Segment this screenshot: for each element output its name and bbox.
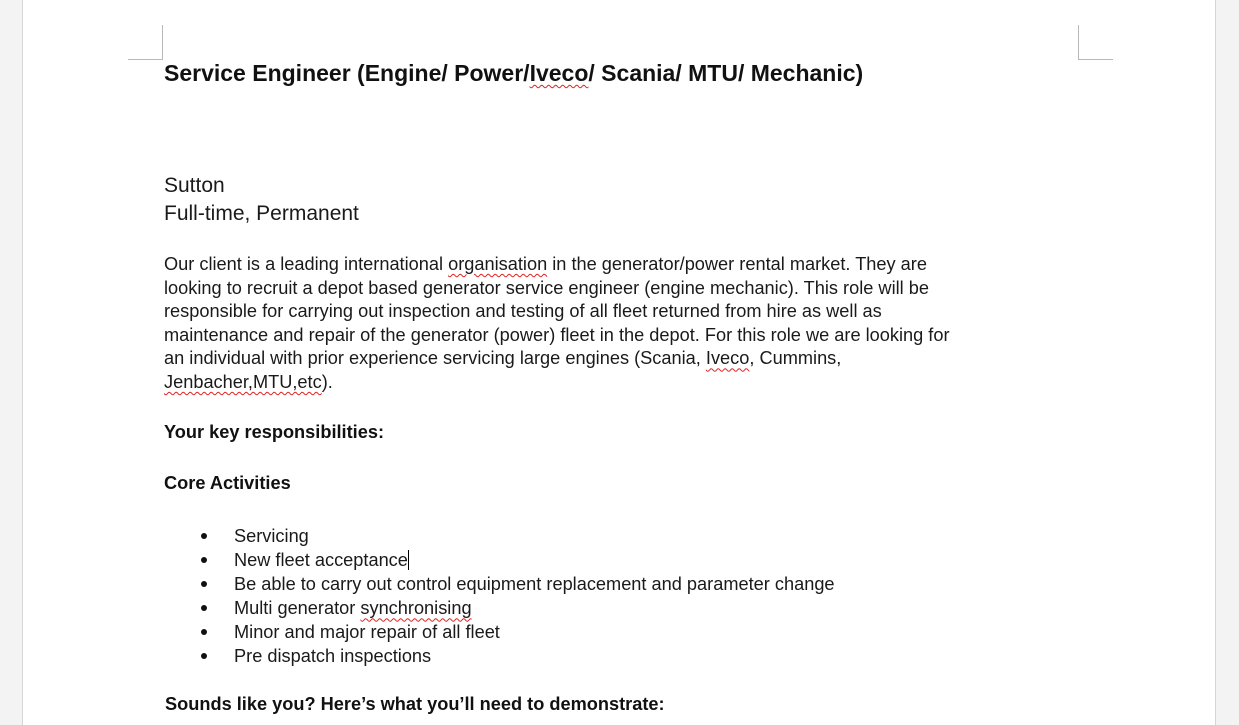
margin-corner-top-left bbox=[128, 25, 163, 60]
job-type: Full-time, Permanent bbox=[164, 202, 359, 225]
list-item bbox=[164, 524, 835, 548]
bullet-icon bbox=[201, 581, 207, 587]
spellcheck-word[interactable]: Iveco bbox=[529, 60, 589, 86]
paragraph-line bbox=[164, 253, 950, 277]
spellcheck-word[interactable]: organisation bbox=[448, 254, 548, 274]
text-run: ). bbox=[321, 371, 333, 392]
title-part: Service Engineer (Engine/ Power/ bbox=[164, 60, 530, 86]
text-cursor bbox=[408, 550, 409, 570]
list-item-text: Servicing bbox=[234, 526, 309, 546]
bullet-icon bbox=[201, 653, 207, 659]
list-item bbox=[164, 572, 835, 596]
text-run: , Cummins, bbox=[749, 348, 842, 369]
heading-core-activities: Core Activities bbox=[164, 473, 291, 493]
margin-corner-top-right bbox=[1078, 25, 1113, 60]
paragraph-line: maintenance and repair of the generator (power) fleet in the depot. For this role we are looking for bbox=[164, 324, 950, 345]
heading-demonstrate: Sounds like you? Here’s what you’ll need to demonstrate: bbox=[165, 694, 665, 714]
paragraph-line bbox=[164, 347, 950, 371]
list-item bbox=[164, 596, 835, 620]
heading-responsibilities: Your key responsibilities: bbox=[164, 422, 384, 442]
document-title bbox=[164, 60, 863, 87]
text-run: Our client is a leading international bbox=[164, 254, 449, 274]
bullet-icon bbox=[201, 605, 207, 611]
list-item-text: Minor and major repair of all fleet bbox=[234, 622, 500, 643]
spellcheck-word[interactable]: Jenbacher,MTU,etc bbox=[164, 371, 322, 392]
bullet-icon bbox=[201, 557, 207, 563]
bullet-icon bbox=[201, 629, 207, 635]
spellcheck-word[interactable]: synchronising bbox=[360, 598, 472, 619]
list-item-text: Be able to carry out control equipment replacement and parameter change bbox=[234, 574, 835, 595]
list-item-text: Pre dispatch inspections bbox=[234, 646, 432, 667]
list-item bbox=[164, 620, 835, 644]
list-item-text: New fleet acceptance bbox=[234, 550, 408, 571]
text-run: an individual with prior experience servicing large engines (Scania, bbox=[164, 348, 706, 369]
title-part: / Scania/ MTU/ Mechanic) bbox=[588, 60, 864, 86]
list-item bbox=[164, 548, 835, 572]
intro-paragraph bbox=[164, 253, 950, 395]
paragraph-line: looking to recruit a depot based generator service engineer (engine mechanic). This role will be bbox=[164, 277, 929, 298]
list-item bbox=[164, 644, 835, 668]
core-activities-list bbox=[164, 524, 835, 669]
job-location: Sutton bbox=[164, 174, 225, 197]
paragraph-line bbox=[164, 371, 950, 395]
paragraph-line: responsible for carrying out inspection and testing of all fleet returned from hire as well as bbox=[164, 301, 882, 322]
job-info bbox=[164, 172, 359, 228]
text-run: in the generator/power rental market. They are bbox=[547, 254, 927, 274]
bullet-icon bbox=[201, 533, 207, 539]
document-page[interactable] bbox=[22, 0, 1216, 725]
list-item-text: Multi generator bbox=[234, 598, 361, 619]
spellcheck-word[interactable]: Iveco bbox=[705, 348, 750, 369]
